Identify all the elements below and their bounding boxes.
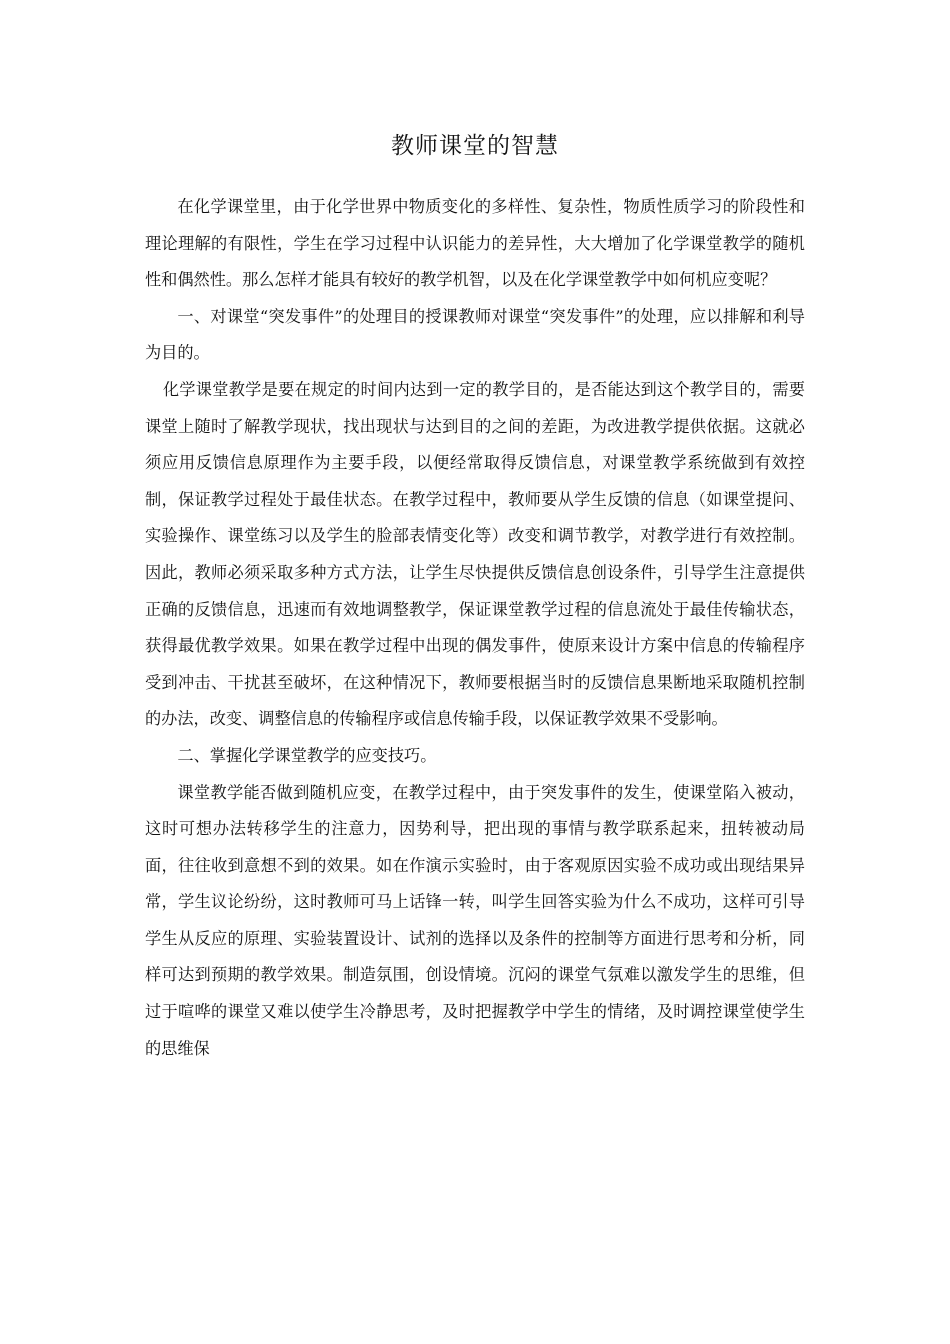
paragraph-intro: 在化学课堂里，由于化学世界中物质变化的多样性、复杂性，物质性质学习的阶段性和理论理解的有限性，学生在学习过程中认识能力的差异性，大大增加了化学课堂教学的随机性和偶然性。那么怎样才能具有较好的教学机智，以及在化学课堂教学中如何机应变呢？ <box>145 197 805 290</box>
paragraph-section-two-heading: 二、掌握化学课堂教学的应变技巧。 <box>177 745 437 765</box>
paragraph-adaptation: 课堂教学能否做到随机应变，在教学过程中，由于突发事件的发生，使课堂陷入被动，这时可想办法转移学生的注意力，因势利导，把出现的事情与教学联系起来，扭转被动局面，往往收到意想不到的效果。如在作演示实验时，由于客观原因实验不成功或出现结果异常，学生议论纷纷，这时教师可马上话锋一转，叫学生回答实验为什么不成功，这样可引导学生从反应的原理、实验装置设计、试剂的选择以及条件的控制等方面进行思考和分析，同样可达到预期的教学效果。制造氛围，创设情境。沉闷的课堂气氛难以激发学生的思维，但过于喧哗的课堂又难以使学生冷静思考，及时把握教学中学生的情绪，及时调控课堂使学生的思维保 <box>145 782 805 1058</box>
paragraph-feedback: 化学课堂教学是要在规定的时间内达到一定的教学目的，是否能达到这个教学目的，需要课堂上随时了解教学现状，找出现状与达到目的之间的差距，为改进教学提供依据。这就必须应用反馈信息原理作为主要手段，以便经常取得反馈信息，对课堂教学系统做到有效控制，保证教学过程处于最佳状态。在教学过程中，教师要从学生反馈的信息（如课堂提问、实验操作、课堂练习以及学生的脸部表情变化等）改变和调节教学，对教学进行有效控制。因此，教师必须采取多种方式方法，让学生尽快提供反馈信息创设条件，引导学生注意提供正确的反馈信息，迅速而有效地调整教学，保证课堂教学过程的信息流处于最佳传输状态，获得最优教学效果。如果在教学过程中出现的偶发事件，使原来设计方案中信息的传输程序受到冲击、干扰甚至破坏，在这种情况下，教师要根据当时的反馈信息果断地采取随机控制的办法，改变、调整信息的传输程序或信息传输手段，以保证教学效果不受影响。 <box>145 379 805 729</box>
page-title: 教师课堂的智慧 <box>391 133 559 159</box>
document-body <box>145 189 805 1067</box>
paragraph-section-one-heading: 一、对课堂“突发事件”的处理目的授课教师对课堂“突发事件”的处理，应以排解和利导为目的。 <box>145 306 805 363</box>
